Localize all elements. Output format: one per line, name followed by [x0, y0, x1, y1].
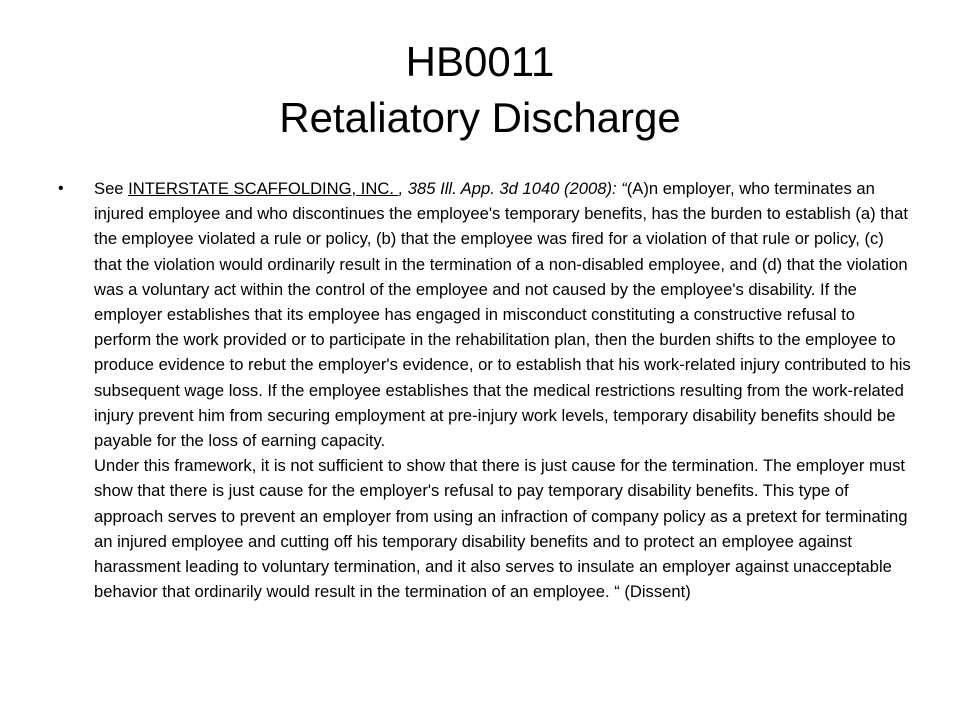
citation: , 385 Ill. App. 3d 1040 (2008): “ [398, 179, 627, 198]
slide-body [58, 176, 914, 604]
bullet-icon: • [58, 180, 64, 197]
quote-paragraph-2: Under this framework, it is not sufficient to show that there is just cause for the termination. The employer must show that there is just cause for the employer's refusal to pay temporary disability benefits. This type of approach serves to prevent an employer from using an infraction of company policy as a pretext for terminating an injured employee and cutting off his temporary disability benefits and to protect an employee against harassment leading to voluntary termination, and it also serves to insulate an employer against unacceptable behavior that ordinarily would result in the termination of an employee. “ (Dissent) [94, 456, 908, 602]
quote-text-1: (A)n employer, who terminates an injured employee and who discontinues the employee's temporary benefits, has the burden to establish (a) that the employee violated a rule or policy, (b) that the employee was fired for a violation of that rule or policy, (c) that the violation would ordinarily result in the termination of a non-disabled employee, and (d) that the violation was a voluntary act within the control of the employee and not caused by the employee's disability. If the employer establishes that its employee has engaged in misconduct constituting a constructive refusal to perform the work provided or to participate in the rehabilitation plan, then the burden shifts to the employee to produce evidence to rebut the employer's evidence, or to establish that his work-related injury contributed to his subsequent wage loss. If the employee establishes that the medical restrictions resulting from the work-related injury prevent him from securing employment at pre-injury work levels, temporary disability benefits should be payable for the loss of earning capacity. [94, 179, 911, 451]
slide-title [40, 34, 920, 146]
quote-paragraph-1 [94, 176, 914, 453]
case-name: INTERSTATE SCAFFOLDING, INC. [128, 179, 399, 198]
see-text: See [94, 179, 129, 198]
title-bill-number: HB0011 [405, 38, 555, 85]
title-subject: Retaliatory Discharge [279, 94, 681, 141]
